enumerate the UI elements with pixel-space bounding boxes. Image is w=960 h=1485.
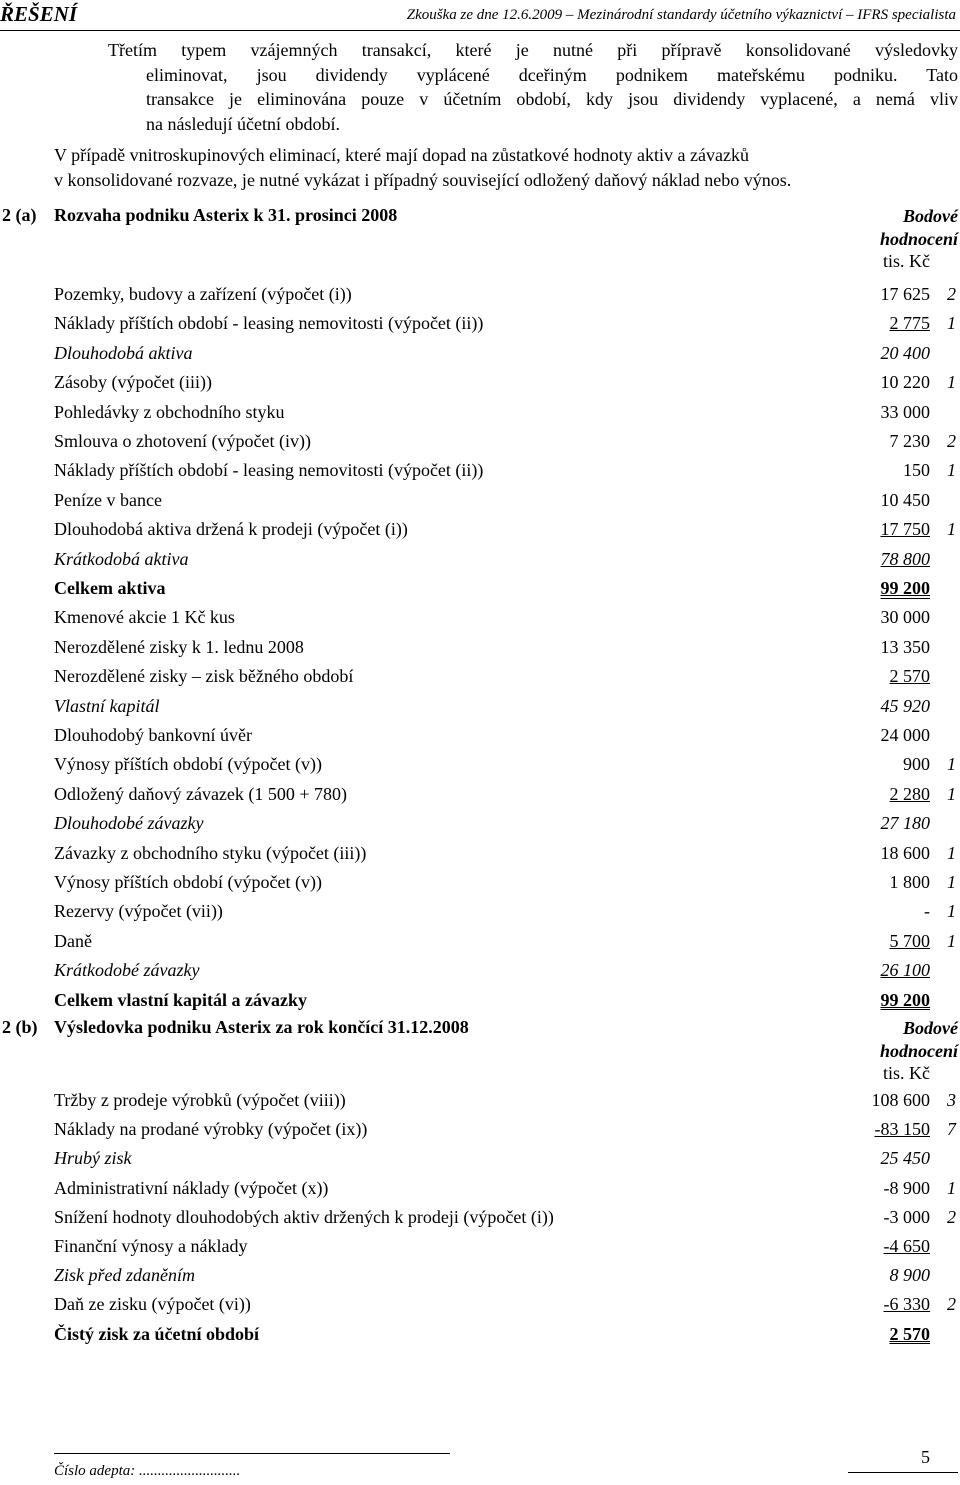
- row-points: 2: [947, 431, 956, 451]
- unit-label: tis. Kč: [883, 251, 930, 271]
- row-label: Tržby z prodeje výrobků (výpočet (viii)): [54, 1090, 346, 1110]
- candidate-number-field: Číslo adepta: ...........................: [54, 1463, 241, 1479]
- row-value: 2 570: [889, 1323, 930, 1344]
- points-header-line-1: Bodové: [903, 206, 958, 226]
- table-row: [0, 517, 960, 541]
- row-label: Vlastní kapitál: [54, 695, 160, 716]
- row-points: 1: [947, 519, 956, 540]
- unit-label: tis. Kč: [883, 1063, 930, 1083]
- row-value: 25 450: [880, 1148, 930, 1169]
- row-label: Hrubý zisk: [54, 1148, 132, 1169]
- row-points: 1: [947, 842, 956, 863]
- row-value: 5 700: [889, 930, 930, 951]
- points-header-line-1: Bodové: [903, 1018, 958, 1038]
- row-label: Závazky z obchodního styku (výpočet (iii)): [54, 842, 367, 863]
- row-label: Náklady na prodané výrobky (výpočet (ix)): [54, 1119, 368, 1140]
- row-label: Peníze v bance: [54, 489, 162, 510]
- row-label: Zisk před zdaněním: [54, 1265, 195, 1286]
- table-row: [0, 752, 960, 776]
- row-value: 99 200: [880, 989, 930, 1010]
- paragraph-line: eliminovat, jsou dividendy vyplácené dceřiným podnikem mateřskému podniku. Tato: [146, 64, 958, 85]
- table-row: [0, 370, 960, 394]
- points-column-header: [880, 205, 958, 251]
- row-points: 2: [947, 1294, 956, 1315]
- table-row: [0, 429, 960, 453]
- table-row: [0, 841, 960, 865]
- header-solution-label: ŘEŠENÍ: [0, 2, 78, 26]
- table-row: [0, 1146, 960, 1170]
- row-value: 2 570: [889, 666, 930, 687]
- table-row: [0, 1205, 960, 1229]
- table-row: [0, 1234, 960, 1258]
- table-row: [0, 929, 960, 953]
- row-value: 2 280: [889, 783, 930, 804]
- table-row: [0, 958, 960, 982]
- row-label: Dlouhodobá aktiva držená k prodeji (výpočet (i)): [54, 519, 408, 540]
- table-row: [0, 400, 960, 424]
- paragraph-line: V případě vnitroskupinových eliminací, které mají dopad na zůstatkové hodnoty aktiv a závazků: [54, 145, 749, 165]
- paragraph-line: transakce je eliminována pouze v účetním období, kdy jsou dividendy vyplacené, a nemá vliv: [146, 89, 958, 109]
- row-value: -4 650: [883, 1236, 930, 1256]
- row-label: Pozemky, budovy a zařízení (výpočet (i)): [54, 284, 352, 304]
- table-row: [0, 311, 960, 335]
- row-value: 33 000: [880, 401, 930, 422]
- row-label: Náklady příštích období - leasing nemovitosti (výpočet (ii)): [54, 460, 484, 481]
- row-value: 26 100: [880, 960, 930, 981]
- section-a-label: 2 (a): [2, 205, 37, 225]
- row-label: Krátkodobá aktiva: [54, 548, 189, 569]
- row-points: 3: [947, 1090, 956, 1110]
- table-row: [0, 605, 960, 629]
- header-exam-title: Zkouška ze dne 12.6.2009 – Mezinárodní standardy účetního výkaznictví – IFRS specialista: [406, 7, 956, 23]
- header-divider: [0, 30, 960, 31]
- table-row: [0, 1322, 960, 1346]
- row-value: 108 600: [871, 1090, 930, 1110]
- row-label: Náklady příštích období - leasing nemovitosti (výpočet (ii)): [54, 313, 484, 334]
- row-value: 78 800: [880, 548, 930, 569]
- table-row: [0, 635, 960, 659]
- row-points: 1: [947, 372, 956, 393]
- row-value: 13 350: [880, 636, 930, 657]
- row-value: 18 600: [880, 842, 930, 863]
- row-points: 1: [947, 901, 956, 922]
- table-row: [0, 488, 960, 512]
- row-value: -6 330: [883, 1294, 930, 1315]
- row-label: Daně: [54, 930, 92, 951]
- row-label: Nerozdělené zisky k 1. lednu 2008: [54, 636, 304, 657]
- table-row: [0, 576, 960, 600]
- row-value: -8 900: [883, 1177, 930, 1198]
- table-row: [0, 1117, 960, 1141]
- row-value: 27 180: [880, 813, 930, 834]
- table-row: [0, 547, 960, 571]
- row-label: Daň ze zisku (výpočet (vi)): [54, 1294, 251, 1315]
- row-value: 20 400: [880, 342, 930, 363]
- table-row: [0, 664, 960, 688]
- page-header: [0, 0, 960, 32]
- row-label: Zásoby (výpočet (iii)): [54, 372, 212, 393]
- row-points: 1: [947, 460, 956, 481]
- section-b-title: Výsledovka podniku Asterix za rok končící 31.12.2008: [54, 1017, 469, 1037]
- row-value: -3 000: [883, 1206, 930, 1227]
- paragraph-line: na následují účetní období.: [146, 113, 340, 134]
- row-label: Výnosy příštích období (výpočet (v)): [54, 754, 322, 775]
- table-row: [0, 1292, 960, 1316]
- page-number: 5: [921, 1447, 930, 1467]
- row-label: Rezervy (výpočet (vii)): [54, 901, 223, 922]
- row-label: Dlouhodobá aktiva: [54, 342, 193, 363]
- row-points: 2: [947, 284, 956, 304]
- row-points: 1: [947, 872, 956, 892]
- row-value: 900: [903, 754, 930, 775]
- paragraph-line: v konsolidované rozvaze, je nutné vykázat i případný související odložený daňový náklad nebo výnos.: [54, 169, 792, 190]
- points-column-header: [880, 1017, 958, 1063]
- table-row: [0, 282, 960, 306]
- table-row: [0, 723, 960, 747]
- table-row: [0, 694, 960, 718]
- points-header-line-2: hodnocení: [879, 229, 958, 249]
- row-label: Celkem aktiva: [54, 578, 166, 598]
- page-number-divider: [848, 1472, 958, 1473]
- row-label: Nerozdělené zisky – zisk běžného období: [54, 666, 354, 687]
- table-row: [0, 1176, 960, 1200]
- row-label: Kmenové akcie 1 Kč kus: [54, 607, 235, 628]
- row-value: 24 000: [880, 725, 930, 745]
- table-row: [0, 899, 960, 923]
- row-label: Čistý zisk za účetní období: [54, 1323, 260, 1344]
- row-value: 30 000: [880, 607, 930, 628]
- row-label: Smlouva o zhotovení (výpočet (iv)): [54, 431, 311, 451]
- table-row: [0, 341, 960, 365]
- row-points: 1: [947, 783, 956, 804]
- table-row: [0, 870, 960, 894]
- row-label: Celkem vlastní kapitál a závazky: [54, 989, 308, 1010]
- row-points: 7: [947, 1119, 956, 1140]
- row-value: 17 625: [880, 284, 930, 304]
- row-label: Pohledávky z obchodního styku: [54, 401, 285, 422]
- row-value: 10 450: [880, 489, 930, 510]
- row-label: Výnosy příštích období (výpočet (v)): [54, 872, 322, 892]
- row-value: 7 230: [889, 431, 930, 451]
- footer-divider: [54, 1453, 450, 1454]
- row-value: 2 775: [889, 313, 930, 334]
- row-label: Snížení hodnoty dlouhodobých aktiv držených k prodeji (výpočet (i)): [54, 1206, 554, 1227]
- row-value: 10 220: [880, 372, 930, 393]
- row-value: 99 200: [880, 578, 930, 598]
- row-points: 2: [947, 1206, 956, 1227]
- table-row: [0, 1088, 960, 1112]
- row-points: 1: [947, 754, 956, 775]
- row-value: -: [924, 901, 930, 922]
- row-points: 1: [947, 313, 956, 334]
- row-points: 1: [947, 1177, 956, 1198]
- points-header-line-2: hodnocení: [879, 1041, 958, 1061]
- row-points: 1: [947, 930, 956, 951]
- table-row: [0, 1263, 960, 1287]
- table-row: [0, 988, 960, 1012]
- section-b-label: 2 (b): [2, 1017, 38, 1037]
- row-label: Odložený daňový závazek (1 500 + 780): [54, 783, 348, 804]
- table-row: [0, 811, 960, 835]
- row-value: 45 920: [880, 695, 930, 716]
- row-value: 8 900: [889, 1265, 930, 1286]
- row-label: Krátkodobé závazky: [54, 960, 200, 981]
- paragraph-line: Třetím typem vzájemných transakcí, které je nutné při přípravě konsolidované výsledovky: [108, 40, 958, 60]
- section-a-title: Rozvaha podniku Asterix k 31. prosinci 2008: [54, 205, 398, 225]
- table-row: [0, 782, 960, 806]
- row-value: 1 800: [889, 872, 930, 892]
- row-label: Dlouhodobé závazky: [54, 813, 204, 834]
- row-value: 150: [903, 460, 930, 481]
- row-label: Finanční výnosy a náklady: [54, 1236, 248, 1256]
- row-value: -83 150: [874, 1119, 930, 1140]
- table-row: [0, 458, 960, 482]
- row-label: Administrativní náklady (výpočet (x)): [54, 1177, 329, 1198]
- row-label: Dlouhodobý bankovní úvěr: [54, 725, 252, 745]
- row-value: 17 750: [880, 519, 930, 540]
